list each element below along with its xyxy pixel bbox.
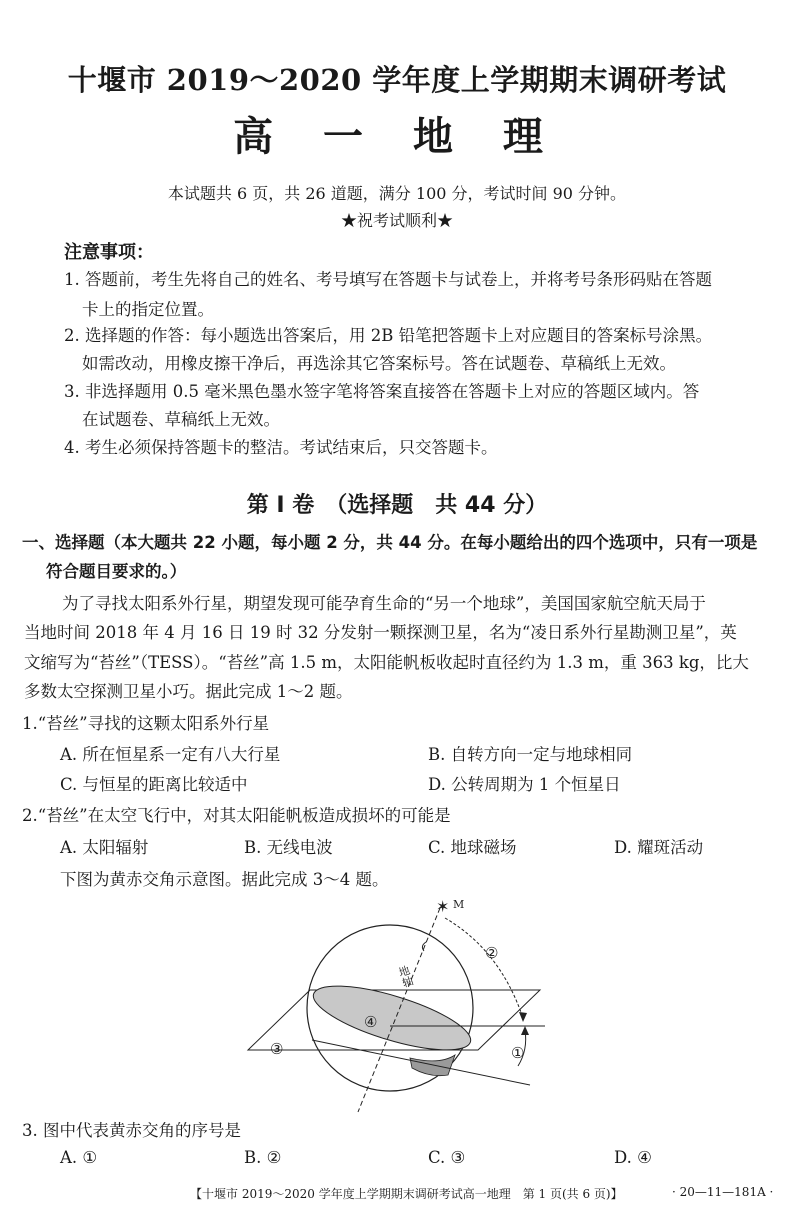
marker-4: ④ [364,1013,378,1031]
question-3-stem: 3. 图中代表黄赤交角的序号是 [22,1121,241,1140]
passage-line: 文缩写为“苔丝”（TESS）。“苔丝”高 1.5 m，太阳能帆板收起时直径约为 1.3 m，重 363 kg，比大 [24,653,749,672]
notice-line: 4. 考生必须保持答题卡的整洁。考试结束后，只交答题卡。 [64,438,498,457]
marker-2: ② [485,944,499,962]
question-1-stem: 1.“苔丝”寻找的这颗太阳系外行星 [22,714,270,733]
page-footer: 【十堰市 2019～2020 学年度上学期期末调研考试高一地理 第 1 页(共 6 页)】 [190,1187,623,1201]
subject-title: 高 一 地 理 [233,113,561,160]
notice-line: 卡上的指定位置。 [82,300,214,319]
question-2-stem: 2.“苔丝”在太空飞行中，对其太阳能帆板造成损坏的可能是 [22,806,451,825]
q2-option-a: A. 太阳辐射 [60,838,149,857]
q2-option-b: B. 无线电波 [244,838,333,857]
q1-option-b: B. 自转方向一定与地球相同 [428,745,633,764]
notice-line: 3. 非选择题用 0.5 毫米黑色墨水签字笔将答案直接答在答题卡上对应的答题区域内。答 [64,382,700,401]
passage-line: 多数太空探测卫星小巧。据此完成 1～2 题。 [24,682,353,701]
marker-3: ③ [270,1040,284,1058]
notice-line: 2. 选择题的作答：每小题选出答案后，用 2B 铅笔把答题卡上对应题目的答案标号涂黑。 [64,326,713,345]
q2-option-d: D. 耀斑活动 [614,838,704,857]
passage-line: 当地时间 2018 年 4 月 16 日 19 时 32 分发射一颗探测卫星，名为“凌日系外行星勘测卫星”，英 [24,623,737,642]
q2-option-c: C. 地球磁场 [428,838,517,857]
exam-info: 本试题共 6 页，共 26 道题，满分 100 分，考试时间 90 分钟。 [167,184,627,203]
exam-title: 十堰市 2019～2020 学年度上学期期末调研考试 [67,63,727,97]
section-title: 第 Ⅰ 卷 （选择题 共 44 分） [246,493,548,518]
notice-line: 1. 答题前，考生先将自己的姓名、考号填写在答题卡与试卷上，并将考号条形码贴在答题 [64,270,712,289]
arc-2 [445,918,523,1018]
notice-heading: 注意事项： [64,242,154,263]
q3-option-b: B. ② [244,1148,282,1167]
marker-1: ① [511,1044,525,1062]
q3-option-d: D. ④ [614,1148,652,1167]
q3-option-a: A. ① [60,1148,98,1167]
q1-option-a: A. 所在恒星系一定有八大行星 [60,745,281,764]
obliquity-diagram [240,890,560,1115]
label-axis: 地轴 [395,963,415,989]
notice-line: 如需改动，用橡皮擦干净后，再选涂其它答案标号。答在试题卷、草稿纸上无效。 [82,354,676,373]
section-instruction: 一、选择题（本大题共 22 小题，每小题 2 分，共 44 分。在每小题给出的四个选项中，只有一项是 [22,533,758,552]
q1-option-c: C. 与恒星的距离比较适中 [60,775,248,794]
section-instruction-cont: 符合题目要求的。） [46,562,187,581]
notice-line: 在试题卷、草稿纸上无效。 [82,410,280,429]
figure-intro: 下图为黄赤交角示意图。据此完成 3～4 题。 [60,870,389,889]
star-icon: ✶ [436,897,450,916]
q3-option-c: C. ③ [428,1148,466,1167]
q1-option-d: D. 公转周期为 1 个恒星日 [428,775,621,794]
exam-wish: ★祝考试顺利★ [340,211,453,230]
paper-code: · 20—11—181A · [672,1185,774,1199]
passage-line: 为了寻找太阳系外行星，期望发现可能孕育生命的“另一个地球”，美国国家航空航天局于 [62,594,706,613]
label-m: M [453,898,465,911]
